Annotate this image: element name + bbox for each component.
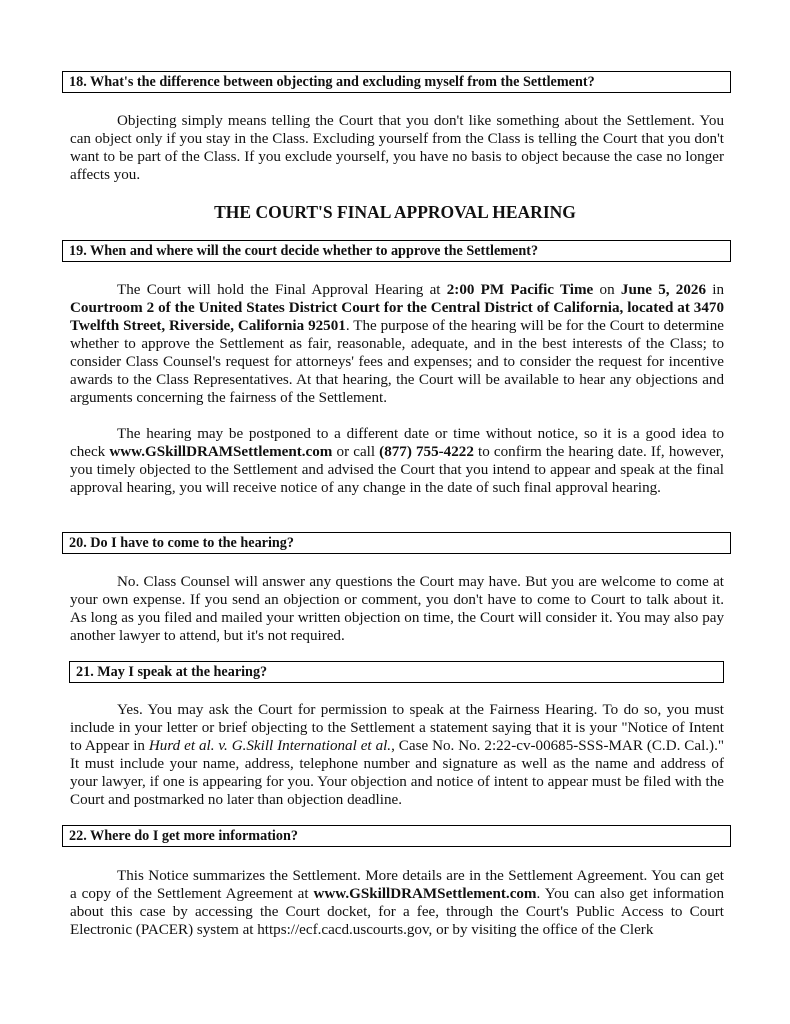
question-20-heading: 20. Do I have to come to the hearing? [62, 532, 731, 554]
q19-p1-text-c: in [706, 282, 725, 298]
q22-text-a: This Notice summarizes the Settlement. More details are in the Settlement Agreement. You can get a copy of the Settlement Agreement at [70, 868, 724, 902]
question-21-heading: 21. May I speak at the hearing? [69, 661, 724, 683]
question-18-body: Objecting simply means telling the Court that you don't like something about the Settlement. You can object only if you stay in the Class. Excluding yourself from the Class is telling the Court that you don't want to be part of the Class. If you exclude yourself, you have no basis to object because the case no longer affects you. [70, 113, 724, 183]
settlement-website-link-2[interactable]: www.GSkillDRAMSettlement.com [313, 886, 537, 902]
question-22-heading: 22. Where do I get more information? [62, 825, 731, 847]
question-22-body [70, 867, 724, 939]
question-19-paragraph-1 [70, 281, 724, 407]
hearing-time: 2:00 PM Pacific Time [446, 282, 594, 298]
q19-p1-text-b: on [593, 282, 621, 298]
question-18-heading: 18. What's the difference between objecting and excluding myself from the Settlement? [62, 71, 731, 93]
q22-text-b: . You can also get information about this case by accessing the Court docket, for a fee, through the Court's Public Access to Court Electronic (PACER) system at https://ecf.cacd.uscourts.gov, or by visiting the office of the Clerk [70, 886, 724, 938]
q19-p1-text-d: . The purpose of the hearing will be for the Court to determine whether to approve the Settlement as fair, reasonable, adequate, and in the best interests of the Class; to consider Class Counsel's request for attorneys' fees and expenses; and to consider the request for incentive awards to the Class Representatives. At that hearing, the Court will be available to hear any objections and arguments concerning the fairness of the Settlement. [70, 318, 724, 406]
hearing-location: Courtroom 2 of the United States District Court for the Central District of California, located at 3470 Twelfth Street, Riverside, California 92501 [70, 300, 724, 334]
q19-p2-text-c: to confirm the hearing date. If, however, you timely objected to the Settlement and advised the Court that you intend to appear and speak at the final approval hearing, you will receive notice of any change in the date of such final approval hearing. [70, 444, 724, 496]
q21-text-a: Yes. You may ask the Court for permission to speak at the Fairness Hearing. To do so, you must include in your letter or brief objecting to the Settlement a statement saying that it is your "Notice of Intent to Appear in [70, 702, 724, 754]
question-19-paragraph-2 [70, 425, 724, 497]
q19-p2-text-b: or call [332, 444, 380, 460]
case-name: Hurd et al. v. G.Skill International et al. [148, 738, 392, 754]
section-title-final-approval-hearing: THE COURT'S FINAL APPROVAL HEARING [214, 202, 576, 222]
q19-p1-text-a: The Court will hold the Final Approval Hearing at [117, 282, 447, 298]
settlement-website-link[interactable]: www.GSkillDRAMSettlement.com [109, 444, 333, 460]
settlement-phone-number: (877) 755-4222 [379, 444, 474, 460]
q19-p2-text-a: The hearing may be postponed to a different date or time without notice, so it is a good idea to check [70, 426, 724, 460]
hearing-date: June 5, 2026 [620, 282, 706, 298]
question-20-body: No. Class Counsel will answer any questions the Court may have. But you are welcome to come at your own expense. If you send an objection or comment, you don't have to come to Court to talk about it. As long as you filed and mailed your written objection on time, the Court will consider it. You may also pay another lawyer to attend, but it's not required. [70, 574, 724, 644]
question-21-body [70, 701, 724, 809]
q21-text-b: , Case No. No. 2:22-cv-00685-SSS-MAR (C.D. Cal.)." It must include your name, address, telephone number and signature as well as the name and address of your lawyer, if one is appearing for you. Your objection and notice of intent to appear must be filed with the Court and postmarked no later than objection deadline. [70, 738, 725, 808]
question-19-heading: 19. When and where will the court decide whether to approve the Settlement? [62, 240, 731, 262]
